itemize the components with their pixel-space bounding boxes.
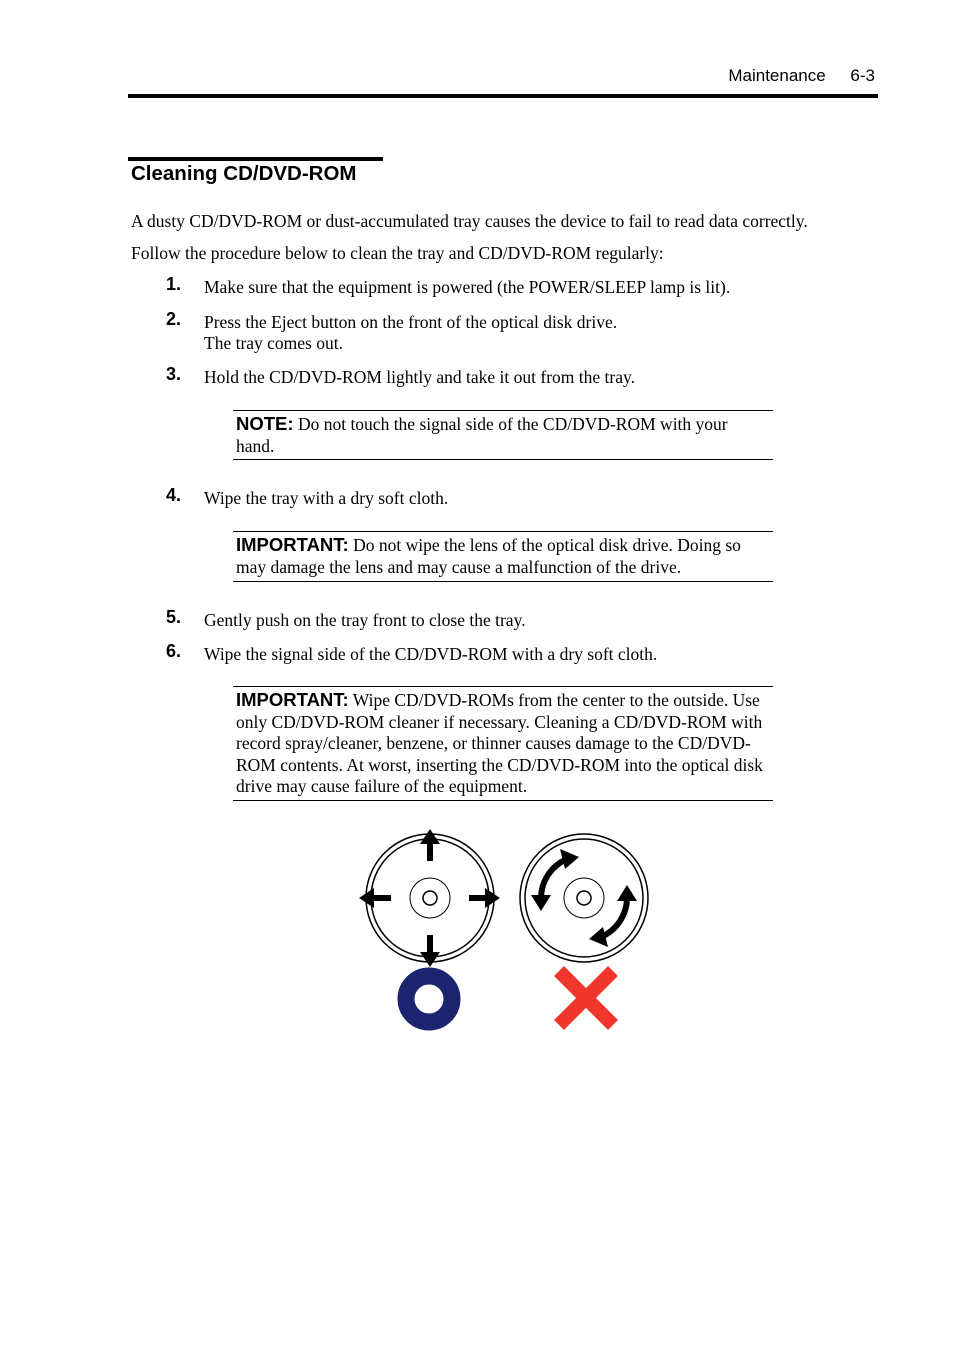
header-rule [128,94,878,98]
step-text: Make sure that the equipment is powered (the POWER/SLEEP lamp is lit). [204,277,731,297]
important-text: Wipe CD/DVD-ROMs from the center to the outside. Use only CD/DVD-ROM cleaner if necessary. Cleaning a CD/DVD-ROM with record spray/cleaner, benzene, or thinner causes damage to the CD/DVD-ROM contents. At worst, inserting the CD/DVD-ROM into the optical disk drive may cause failure of the equipment. [236,690,763,796]
radial-wipe-disc-icon [359,829,500,967]
correct-circle-icon [406,976,452,1022]
running-header [728,66,875,86]
step-number: 6. [166,641,182,661]
step-text-line-2: The tray comes out. [204,333,343,353]
important-text: Do not wipe the lens of the optical disk drive. Doing so may damage the lens and may cause a malfunction of the drive. [236,535,741,577]
note-text: Do not touch the signal side of the CD/DVD-ROM with your hand. [236,414,728,456]
circular-wipe-disc-icon [520,834,648,962]
important-label: IMPORTANT: [236,689,349,710]
important-box-2 [233,686,773,801]
important-label: IMPORTANT: [236,534,349,555]
intro-paragraph-2: Follow the procedure below to clean the tray and CD/DVD-ROM regularly: [131,243,664,263]
step-number: 5. [166,607,182,627]
intro-paragraph-1: A dusty CD/DVD-ROM or dust-accumulated tray causes the device to fail to read data correctly. [131,211,808,231]
step-text: Wipe the tray with a dry soft cloth. [204,488,449,508]
step-number: 1. [166,274,182,294]
step-number: 2. [166,309,182,329]
wrong-x-icon [559,971,613,1025]
note-label: NOTE: [236,413,294,434]
step-text: Hold the CD/DVD-ROM lightly and take it out from the tray. [204,367,635,387]
step-text: Press the Eject button on the front of the optical disk drive. [204,312,618,332]
note-box [233,410,773,460]
step-number: 4. [166,485,182,505]
disc-cleaning-figure [355,825,655,1037]
step-number: 3. [166,364,182,384]
step-text: Wipe the signal side of the CD/DVD-ROM with a dry soft cloth. [204,644,658,664]
header-section: Maintenance [728,66,826,85]
important-box-1 [233,531,773,582]
header-page-number: 6-3 [850,66,875,85]
step-text: Gently push on the tray front to close the tray. [204,610,526,630]
section-title: Cleaning CD/DVD-ROM [131,162,357,185]
section-title-bar [128,157,383,161]
